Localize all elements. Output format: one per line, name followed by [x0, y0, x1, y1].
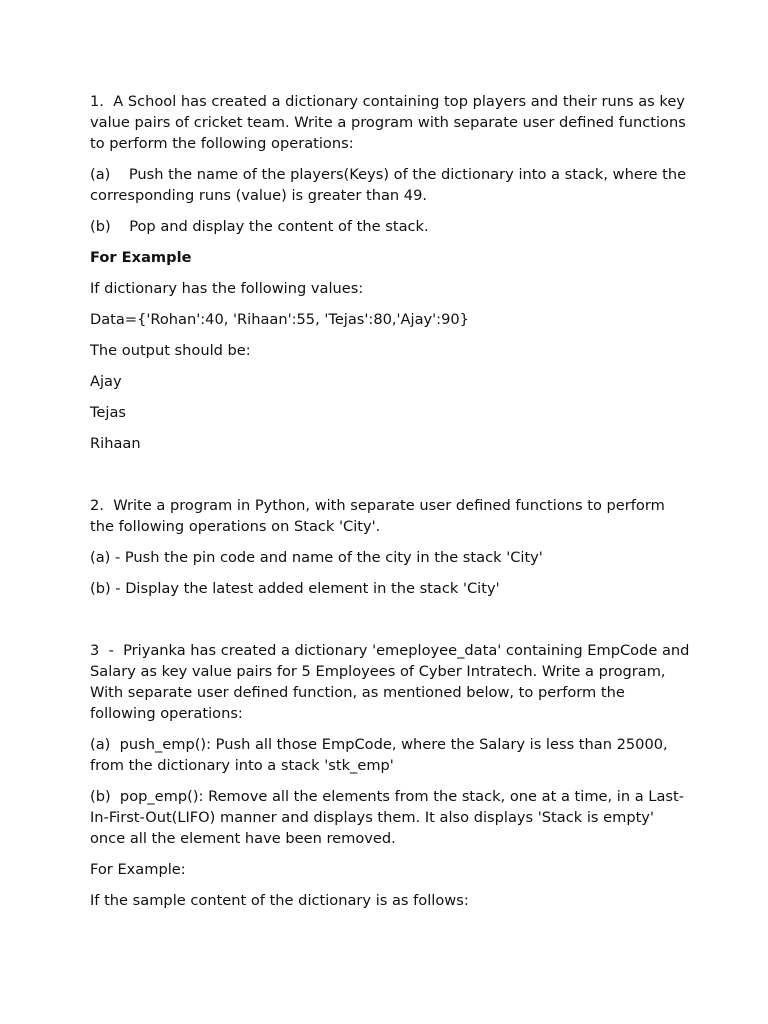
q2-intro: 2. Write a program in Python, with separate user defined functions to perform the following operations on Stack 'City'. — [90, 497, 670, 535]
q1-output-line: Tejas — [90, 404, 127, 421]
q1-part-a: (a) Push the name of the players(Keys) of the dictionary into a stack, where the corresponding runs (value) is greater than 49. — [90, 166, 691, 204]
q2-part-a: (a) - Push the pin code and name of the city in the stack 'City' — [90, 549, 543, 566]
q1-data-line: Data={'Rohan':40, 'Rihaan':55, 'Tejas':80,'Ajay':90} — [90, 311, 469, 328]
q3-part-b: (b) pop_emp(): Remove all the elements from the stack, one at a time, in a Last-In-First-Out(LIFO) manner and displays them. It also displays 'Stack is empty' once all the element have been removed. — [90, 788, 684, 847]
q1-intro: 1. A School has created a dictionary containing top players and their runs as key value pairs of cricket team. Write a program with separate user defined functions to perform the following operations: — [90, 93, 691, 152]
q1-part-b: (b) Pop and display the content of the stack. — [90, 218, 429, 235]
q1-output-intro: The output should be: — [90, 342, 251, 359]
q3-part-a: (a) push_emp(): Push all those EmpCode, where the Salary is less than 25000, from the dictionary into a stack 'stk_emp' — [90, 736, 673, 774]
q3-example-heading: For Example: — [90, 861, 186, 878]
q1-output-line: Rihaan — [90, 435, 141, 452]
q1-output-line: Ajay — [90, 373, 122, 390]
q1-dict-intro: If dictionary has the following values: — [90, 280, 364, 297]
q2-part-b: (b) - Display the latest added element in the stack 'City' — [90, 580, 500, 597]
section-spacer — [90, 464, 690, 495]
q3-dict-intro: If the sample content of the dictionary is as follows: — [90, 892, 469, 909]
document-page — [90, 91, 695, 921]
q1-example-heading: For Example — [90, 249, 192, 266]
q3-intro: 3 - Priyanka has created a dictionary 'emeployee_data' containing EmpCode and Salary as key value pairs for 5 Employees of Cyber Intratech. Write a program, With separate user defined function, as mentioned below, to perform the following operations: — [90, 642, 695, 722]
section-spacer — [90, 609, 690, 640]
